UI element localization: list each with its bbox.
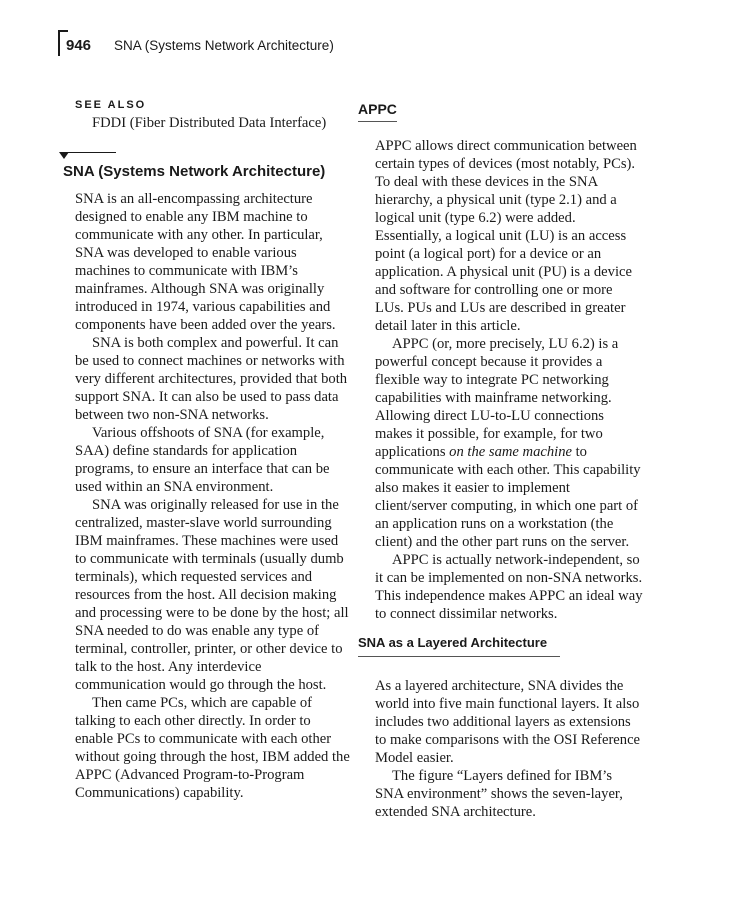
- right-column: [358, 100, 643, 821]
- running-head-bar: [58, 30, 60, 56]
- appc-paragraph-2-text: APPC (or, more precisely, LU 6.2) is a powerful concept because it provides a flexible way to integrate PC networking capabilities with mainframe networking. Allowing direct LU-to-LU connections makes it possible, for example, for two applications: [375, 336, 619, 460]
- running-head-rule: [58, 30, 68, 32]
- entry-paragraph-2: SNA is both complex and powerful. It can be used to connect machines or networks with very different architectures, provided that both support SNA. It can also be used to pass data between two non-SNA networks.: [75, 335, 348, 423]
- entry-paragraph-1: SNA is an all-encompassing architecture designed to enable any IBM machine to communicate with any other. In particular, SNA was developed to enable various machines to communicate with IBM’s mainframes. Although SNA was originally introduced in 1974, various capabilities and components have been added over the years.: [75, 191, 336, 333]
- layered-architecture-heading: SNA as a Layered Architecture: [358, 634, 560, 657]
- left-column: [63, 98, 350, 802]
- entry-marker-line: [61, 152, 116, 153]
- appc-paragraph-1: APPC allows direct communication between certain types of devices (most notably, PCs). To deal with these devices in the SNA hierarchy, a physical unit (type 2.1) and a logical unit (type 6.2) were added. Essentially, a logical unit (LU) is an access point (a logical port) for a device or an application. A physical unit (PU) is a device and software for controlling one or more LUs. PUs and LUs are described in greater detail later in this article.: [375, 138, 637, 334]
- appc-paragraph-2-text-end: to communicate with each other. This capability also makes it easier to implement client/server computing, in which one part of an application runs on a workstation (the client) and the other part runs on the server.: [375, 444, 641, 550]
- entry-paragraph-4: SNA was originally released for use in the centralized, master-slave world surrounding IBM mainframes. These machines were used to communicate with terminals (usually dumb terminals), which requested services and resources from the host. All decision making and processing were to be done by the host; all SNA needed to do was enable any type of terminal, controller, printer, or other device to talk to the host. Any interdevice communication would go through the host.: [75, 497, 349, 693]
- layered-paragraph-1: As a layered architecture, SNA divides the world into five main functional layers. It also includes two additional layers as extensions to make comparisons with the OSI Reference Model easier.: [375, 678, 641, 766]
- entry-title: SNA (Systems Network Architecture): [63, 163, 326, 180]
- see-also-label: SEE ALSO: [75, 99, 147, 111]
- appc-heading: APPC: [358, 100, 397, 122]
- see-also-item: FDDI (Fiber Distributed Data Interface): [92, 115, 327, 131]
- running-head-title: SNA (Systems Network Architecture): [114, 38, 334, 53]
- triangle-marker-icon: [59, 152, 69, 159]
- appc-paragraph-2: [375, 335, 643, 551]
- layered-paragraph-2: The figure “Layers defined for IBM’s SNA environment” shows the seven-layer, extended SNA architecture.: [375, 768, 623, 820]
- page-number: 946: [66, 37, 92, 54]
- appc-paragraph-3: APPC is actually network-independent, so it can be implemented on non-SNA networks. This independence makes APPC an ideal way to connect dissimilar networks.: [375, 552, 643, 622]
- entry-paragraph-3: Various offshoots of SNA (for example, SAA) define standards for application programs, to ensure an interface that can be used within an SNA environment.: [75, 425, 330, 495]
- appc-paragraph-2-emphasis: on the same machine: [449, 444, 572, 460]
- running-head: [58, 30, 358, 56]
- entry-paragraph-5: Then came PCs, which are capable of talking to each other directly. In order to enable PCs to communicate with each other without going through the host, IBM added the APPC (Advanced Program-to-Program Communications) capability.: [75, 695, 350, 801]
- entry-marker: [59, 152, 119, 162]
